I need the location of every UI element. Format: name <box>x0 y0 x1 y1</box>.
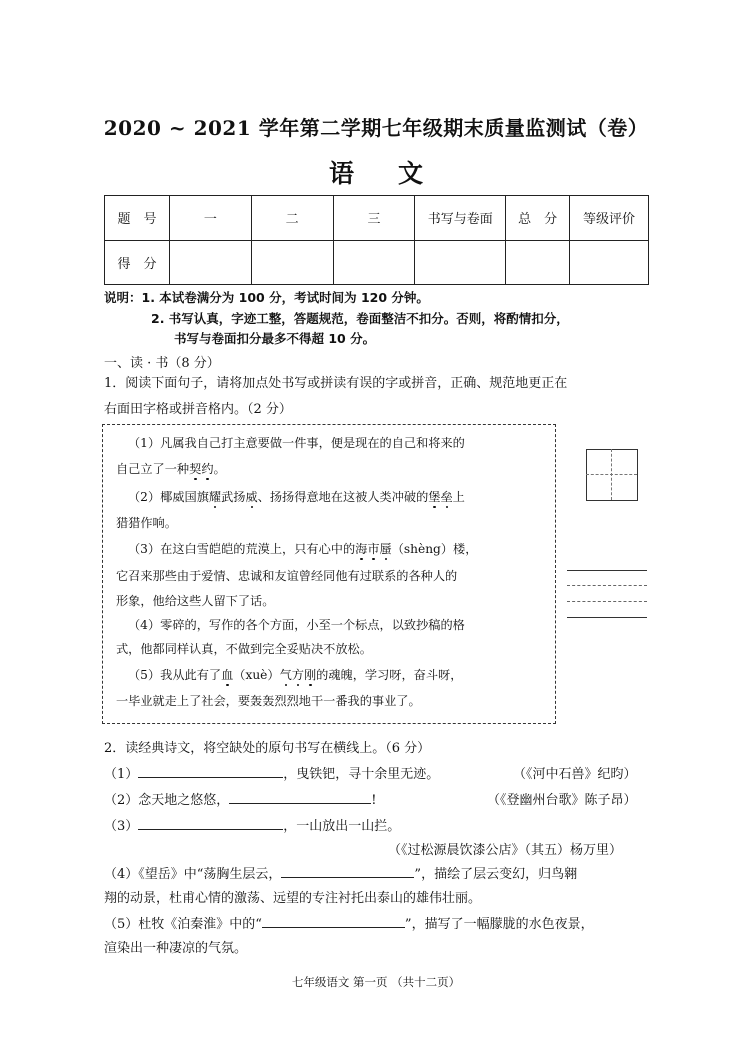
question-2-line-4b: 翔的动景，杜甫心情的激荡、远望的专注衬托出泰山的雄伟壮丽。 <box>104 891 482 906</box>
dotted-char: 市 <box>367 542 380 556</box>
score-cell-grade[interactable] <box>570 240 649 285</box>
dotted-char: 堡 <box>428 490 441 504</box>
passage-line <box>128 536 477 562</box>
passage-line: 猎猎作响。 <box>116 516 177 530</box>
line-text: ”，描绘了层云变幻，归鸟翱 <box>414 867 578 882</box>
passage-line: 形象，他给这些人留下了话。 <box>116 594 275 608</box>
answer-blank[interactable] <box>262 913 405 928</box>
header-cell-part2: 二 <box>251 196 333 241</box>
section-heading: 一、读 · 书（8 分） <box>104 356 220 371</box>
score-cell-part2[interactable] <box>251 240 333 285</box>
score-cell-total[interactable] <box>506 240 570 285</box>
score-cell-part3[interactable] <box>333 240 415 285</box>
header-cell-grade: 等级评价 <box>570 196 649 241</box>
passage-text: （shèng）楼， <box>391 542 478 556</box>
question-2-line-1 <box>104 762 439 788</box>
question-2-line-5b: 渲染出一种凄凉的气氛。 <box>104 941 248 956</box>
line-text: （4）《望岳》中“荡胸生层云， <box>104 867 282 882</box>
header-cell-total: 总 分 <box>506 196 570 241</box>
question-2-source-3: （《过松源晨饮漆公店》（其五）杨万里） <box>388 843 623 858</box>
dotted-char: 垒 <box>440 490 453 504</box>
score-cell-part1[interactable] <box>169 240 251 285</box>
line-text: ! <box>371 793 377 808</box>
passage-line: （1）凡属我自己打主意要做一件事，便是现在的自己和将来的 <box>128 436 465 450</box>
answer-blank[interactable] <box>138 815 283 830</box>
answer-blank[interactable] <box>138 763 283 778</box>
question-2-intro: 2．读经典诗文，将空缺处的原句书写在横线上。（6 分） <box>104 741 431 756</box>
line-text: （2）念天地之悠悠， <box>104 793 230 808</box>
score-cell-label: 得 分 <box>105 240 170 285</box>
passage-line: 式，他都同样认真，不做到完全妥贴决不放松。 <box>116 642 372 656</box>
header-cell-part1: 一 <box>169 196 251 241</box>
header-cell-part3: 三 <box>333 196 415 241</box>
header-cell-item: 题 号 <box>105 196 170 241</box>
instruction-line-3: 书写与卷面扣分最多不得超 10 分。 <box>174 331 376 346</box>
pinyin-line-top <box>567 570 647 571</box>
line-text: ，一山放出一山拦。 <box>283 819 401 834</box>
question-1-line-1: 1．阅读下面句子，请将加点处书写或拼读有误的字或拼音，正确、规范地更正在 <box>104 376 568 391</box>
pinyin-line-bottom <box>567 617 647 618</box>
pinyin-line-dashed <box>567 585 647 586</box>
line-number: （3） <box>104 819 139 834</box>
passage-text: 。 <box>213 462 226 476</box>
subject-char-2: 文 <box>398 159 424 188</box>
passage-line: （4）零碎的，写作的各个方面，小至一个标点，以致抄稿的格 <box>128 618 465 632</box>
dotted-char: 耀 <box>208 490 222 504</box>
passage-text: 上 <box>452 490 465 504</box>
dotted-char: 约 <box>201 462 214 476</box>
line-text: ”，描写了一幅朦胧的水色夜景， <box>404 917 594 932</box>
passage-line <box>128 484 465 510</box>
passage-text: 的魂魄，学习呀，奋斗呀， <box>316 668 463 682</box>
subject-title <box>0 154 752 190</box>
instruction-line-2: 2. 书写认真，字迹工整，答题规范，卷面整洁不扣分。否则，将酌情扣分， <box>151 311 569 326</box>
dotted-char: 海 <box>355 542 368 556</box>
passage-text: 武扬 <box>221 490 246 504</box>
tianzige-answer-box[interactable] <box>586 449 638 501</box>
header-cell-writing: 书写与卷面 <box>415 196 506 241</box>
question-2-line-3 <box>104 814 400 840</box>
exam-title: 2020 ~ 2021 学年第二学期七年级期末质量监测试（卷） <box>103 116 649 140</box>
passage-text: （5）我从此有了 <box>128 668 222 682</box>
passage-line <box>116 456 226 482</box>
passage-text: （3）在这白雪皑皑的荒漠上，只有心中的 <box>128 542 356 556</box>
question-2-line-4 <box>104 862 577 888</box>
dotted-char: 威 <box>245 490 258 504</box>
tianzige-guide-vertical <box>611 449 612 500</box>
score-table-score-row <box>105 240 649 285</box>
dotted-char: 蜃 <box>379 542 392 556</box>
passage-line: 一毕业就走上了社会，要轰轰烈烈地干一番我的事业了。 <box>116 694 421 708</box>
line-number: （1） <box>104 767 139 782</box>
passage-line: 它召来那些由于爱情、忠诚和友谊曾经同他有过联系的各种人的 <box>116 569 458 583</box>
question-2-line-2 <box>104 788 377 814</box>
subject-char-1: 语 <box>328 159 354 188</box>
question-2-line-5 <box>104 912 594 938</box>
dotted-char: 刚 <box>303 668 317 682</box>
passage-text: （2）椰威国旗 <box>128 490 209 504</box>
answer-blank[interactable] <box>229 789 371 804</box>
question-1-line-2: 右面田字格或拼音格内。（2 分） <box>104 402 292 417</box>
answer-blank[interactable] <box>281 863 414 878</box>
score-table <box>104 195 649 285</box>
score-table-header-row <box>105 196 649 241</box>
score-cell-writing[interactable] <box>415 240 506 285</box>
dotted-char: 契 <box>189 462 202 476</box>
passage-line <box>128 662 462 688</box>
line-text: ，曳铁钯，寻十余里无迹。 <box>283 767 440 782</box>
dotted-char: 血 <box>221 668 234 682</box>
line-text: （5）杜牧《泊秦淮》中的“ <box>104 917 262 932</box>
instruction-line-1: 说明：1. 本试卷满分为 100 分，考试时间为 120 分钟。 <box>104 290 429 305</box>
dotted-char: 气 <box>279 668 292 682</box>
passage-text: （xuè） <box>233 668 280 682</box>
pinyin-line-dashed <box>567 601 647 602</box>
question-2-source-1: （《河中石兽》纪昀） <box>513 767 637 782</box>
passage-text: 、扬扬得意地在这被人类冲破的 <box>257 490 429 504</box>
dotted-char: 方 <box>291 668 304 682</box>
question-2-source-2: （《登幽州台歌》陈子昂） <box>487 793 637 808</box>
page-footer: 七年级语文 第一页 （共十二页） <box>291 975 461 989</box>
passage-text: 自己立了一种 <box>116 462 190 476</box>
